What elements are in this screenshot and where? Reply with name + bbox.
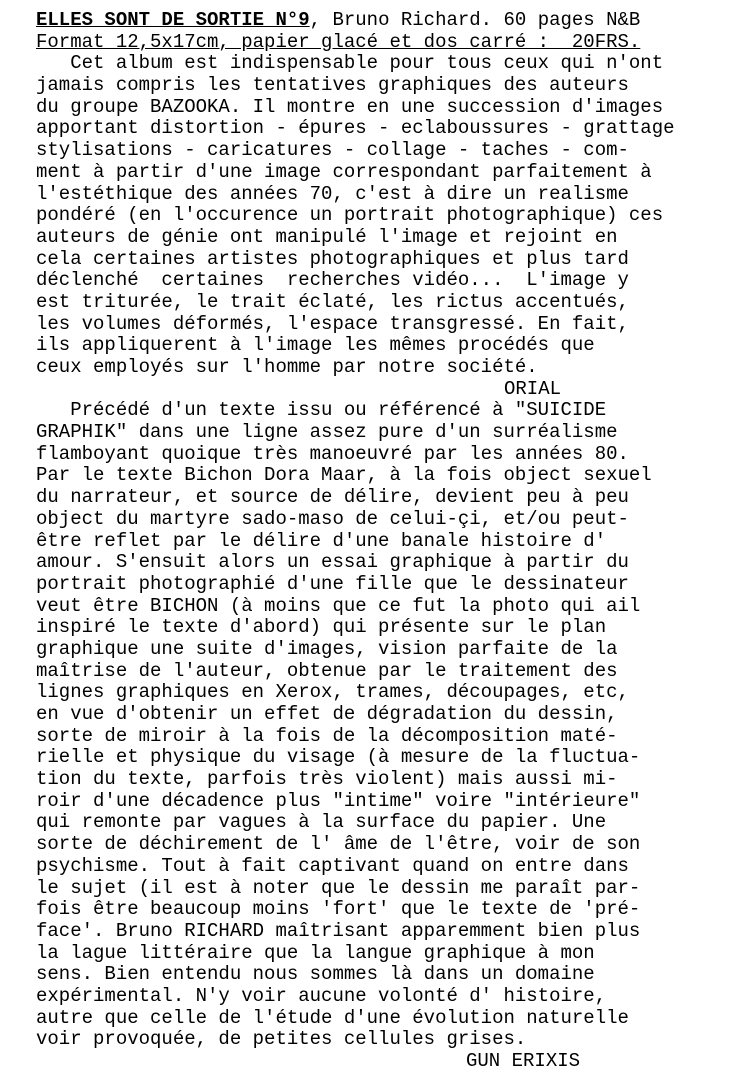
text-line: Par le texte Bichon Dora Maar, à la fois object sexuel xyxy=(36,464,652,487)
text-line: sorte de miroir à la fois de la décomposition maté- xyxy=(36,724,618,747)
text-line: fois être beaucoup moins 'fort' que le texte de 'pré- xyxy=(36,898,641,921)
text-line: du narrateur, et source de délire, devient peu à peu xyxy=(36,486,629,509)
text-line: auteurs de génie ont manipulé l'image et rejoint en xyxy=(36,225,618,248)
text-line: psychisme. Tout à fait captivant quand on entre dans xyxy=(36,854,629,877)
text-line: la lague littéraire que la langue graphique à mon xyxy=(36,941,595,964)
text-line: qui remonte par vagues à la surface du papier. Une xyxy=(36,811,607,834)
text-line: Cet album est indispensable pour tous ceux qui n'ont xyxy=(36,52,664,75)
text-line: face'. Bruno RICHARD maîtrisant apparemment bien plus xyxy=(36,919,641,942)
review-oral-body xyxy=(36,53,736,378)
text-line: object du martyre sado-maso de celui-çi, et/ou peut- xyxy=(36,507,629,530)
text-line: amour. S'ensuit alors un essai graphique à partir du xyxy=(36,551,629,574)
text-line: est triturée, le trait éclaté, les rictus accentués, xyxy=(36,290,629,313)
text-line: du groupe BAZOOKA. Il montre en une succession d'images xyxy=(36,95,664,118)
review-gun-erixis-body xyxy=(36,400,736,1051)
text-line: stylisations - caricatures - collage - taches - com- xyxy=(36,139,629,162)
text-line: veut être BICHON (à moins que ce fut la photo qui ail xyxy=(36,594,641,617)
text-line: roir d'une décadence plus "intime" voire "intérieure" xyxy=(36,789,641,812)
text-line: flamboyant quoique très manoeuvré par les années 80. xyxy=(36,442,629,465)
review-page xyxy=(36,10,736,1073)
text-line: portrait photographié d'une fille que le dessinateur xyxy=(36,572,629,595)
text-line: sorte de déchirement de l' âme de l'être, voir de son xyxy=(36,833,641,856)
text-line: autre que celle de l'étude d'une évolution naturelle xyxy=(36,1006,629,1029)
text-line: déclenché certaines recherches vidéo... L'image y xyxy=(36,269,629,292)
text-line: le sujet (il est à noter que le dessin me paraît par- xyxy=(36,876,641,899)
text-line: l'estéthique des années 70, c'est à dire un realisme xyxy=(36,182,629,205)
text-line: en vue d'obtenir un effet de dégradation du dessin, xyxy=(36,703,618,725)
text-line: ment à partir d'une image correspondant parfaitement à xyxy=(36,160,652,183)
text-line: pondéré (en l'occurence un portrait photographique) ces xyxy=(36,204,664,227)
header-title-line xyxy=(36,10,736,32)
text-line: graphique une suite d'images, vision parfaite de la xyxy=(36,637,618,660)
album-format: Format 12,5x17cm, papier glacé et dos carré : 20FRS. xyxy=(36,30,641,53)
text-line: lignes graphiques en Xerox, trames, découpages, etc, xyxy=(36,681,629,704)
text-line: rielle et physique du visage (à mesure de la fluctua- xyxy=(36,746,641,769)
text-line: ceux employés sur l'homme par notre société. xyxy=(36,356,538,378)
text-line: apportant distortion - épures - eclaboussures - grattage xyxy=(36,117,675,140)
text-line: tion du texte, parfois très violent) mais aussi mi- xyxy=(36,768,618,791)
text-line: les volumes déformés, l'espace transgressé. En fait, xyxy=(36,312,629,335)
text-line: expérimental. N'y voir aucune volonté d' histoire, xyxy=(36,984,607,1007)
review-signature-gun-erixis: GUN ERIXIS xyxy=(466,1050,581,1072)
text-line: maîtrise de l'auteur, obtenue par le traitement des xyxy=(36,659,618,682)
album-title: ELLES SONT DE SORTIE N°9 xyxy=(36,9,310,31)
text-line: ils appliquerent à l'image les mêmes procédés que xyxy=(36,334,595,357)
text-line: cela certaines artistes photographiques et plus tard xyxy=(36,247,629,270)
text-line: GRAPHIK" dans une ligne assez pure d'un surréalisme xyxy=(36,421,618,444)
text-line: être reflet par le délire d'une banale histoire d' xyxy=(36,529,607,552)
review-signature-oral: ORIAL xyxy=(504,377,562,400)
text-line: inspiré le texte d'abord) qui présente sur le plan xyxy=(36,616,607,639)
text-line: voir provoquée, de petites cellules grises. xyxy=(36,1028,527,1051)
text-line: sens. Bien entendu nous sommes là dans un domaine xyxy=(36,963,595,986)
header-format-line xyxy=(36,32,736,54)
text-line: jamais compris les tentatives graphiques des auteurs xyxy=(36,74,629,97)
album-title-details: , Bruno Richard. 60 pages N&B xyxy=(309,9,641,31)
text-line: Précédé d'un texte issu ou référencé à "SUICIDE xyxy=(36,399,607,422)
